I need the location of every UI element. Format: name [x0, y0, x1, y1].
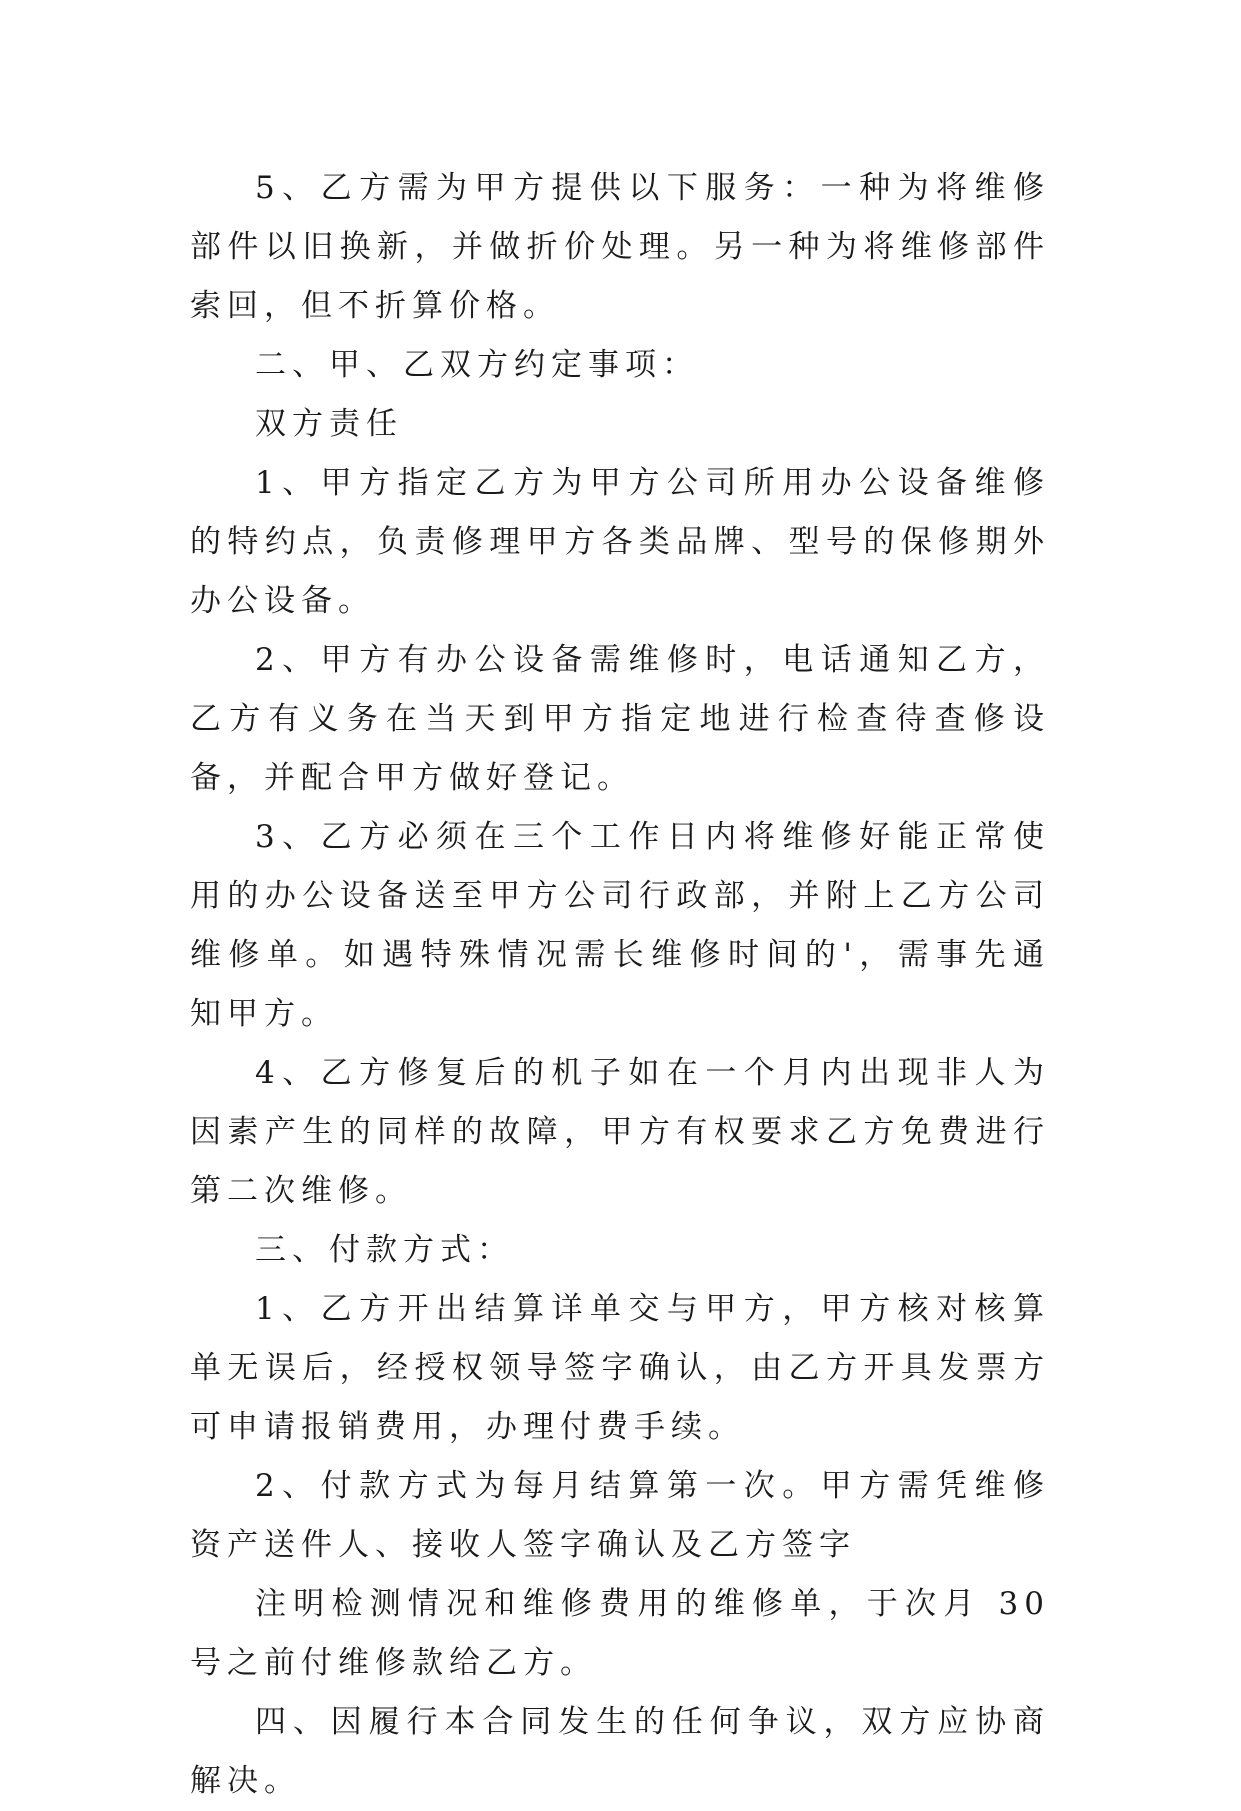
paragraph-payment-2: 2、付款方式为每月结算第一次。甲方需凭维修资产送件人、接收人签字确认及乙方签字 — [190, 1468, 1050, 1563]
heading-mutual-responsibilities: 双方责任 — [255, 406, 403, 442]
document-body — [190, 159, 1050, 1811]
paragraph-responsibility-3: 3、乙方必须在三个工作日内将维修好能正常使用的办公设备送至甲方公司行政部，并附上乙方公司维修单。如遇特殊情况需长维修时间的'，需事先通知甲方。 — [190, 819, 1050, 1032]
heading-agreed-matters: 二、甲、乙双方约定事项： — [255, 347, 699, 383]
paragraph-dispute-resolution: 四、因履行本合同发生的任何争议，双方应协商解决。 — [190, 1704, 1050, 1799]
paragraph-payment-1: 1、乙方开出结算详单交与甲方，甲方核对核算单无误后，经授权领导签字确认，由乙方开具发票方可申请报销费用，办理付费手续。 — [190, 1291, 1050, 1445]
paragraph-payment-2-continued: 注明检测情况和维修费用的维修单，于次月 30 号之前付维修款给乙方。 — [190, 1586, 1050, 1681]
paragraph-responsibility-4: 4、乙方修复后的机子如在一个月内出现非人为因素产生的同样的故障，甲方有权要求乙方免费进行第二次维修。 — [190, 1055, 1050, 1209]
paragraph-responsibility-1: 1、甲方指定乙方为甲方公司所用办公设备维修的特约点，负责修理甲方各类品牌、型号的保修期外办公设备。 — [190, 465, 1050, 619]
paragraph-service-clause-5: 5、乙方需为甲方提供以下服务：一种为将维修部件以旧换新，并做折价处理。另一种为将维修部件索回，但不折算价格。 — [190, 170, 1050, 324]
heading-payment-method: 三、付款方式： — [255, 1232, 514, 1268]
paragraph-responsibility-2: 2、甲方有办公设备需维修时，电话通知乙方，乙方有义务在当天到甲方指定地进行检查待查修设备，并配合甲方做好登记。 — [190, 642, 1050, 796]
